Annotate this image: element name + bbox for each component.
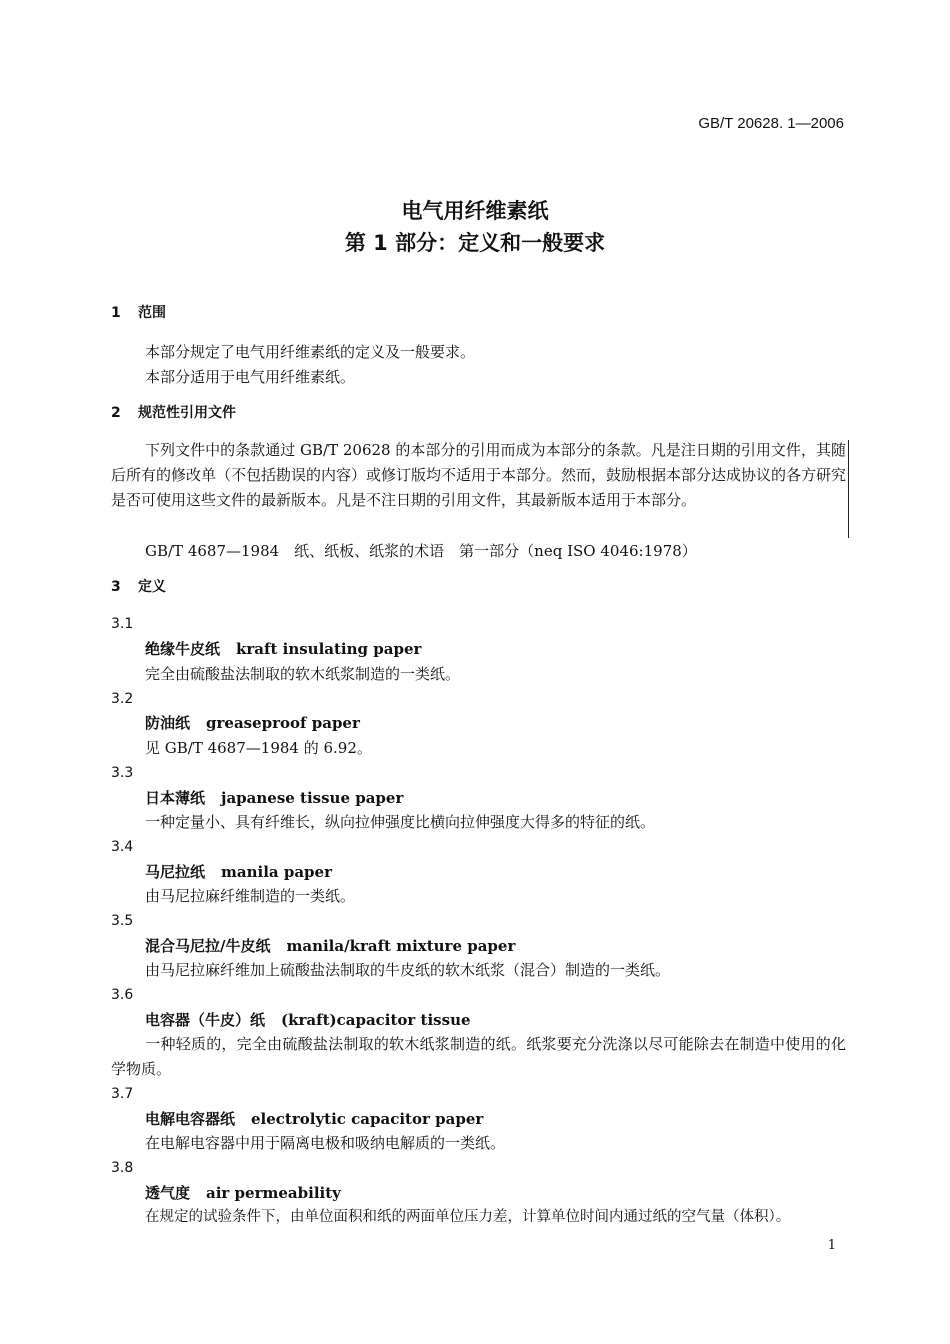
document-title: 电气用纤维素纸 (401, 199, 549, 223)
section-heading-scope (111, 303, 166, 323)
term-en: electrolytic capacitor paper (251, 1110, 484, 1128)
term-zh: 透气度 (145, 1184, 191, 1202)
references-text: 下列文件中的条款通过 GB/T 20628 的本部分的引用而成为本部分的条款。凡是注日期的引用文件，其随后所有的修改单（不包括勘误的内容）或修订版均不适用于本部分。然而，鼓励根据本部分达成协议的各方研究是否可使用这些文件的最新版本。凡是不注日期的引用文件，其最新版本适用于本部分。 (111, 441, 847, 509)
definition-term (145, 713, 360, 733)
references-paragraph (111, 438, 846, 513)
definition-text: 完全由硫酸盐法制取的软木纸浆制造的一类纸。 (145, 665, 461, 683)
scope-paragraph: 本部分规定了电气用纤维素纸的定义及一般要求。 (145, 343, 476, 361)
definition-number: 3.6 (111, 987, 134, 1003)
section-title: 定义 (138, 579, 166, 595)
definition-term (145, 862, 332, 882)
definition-text: 在电解电容器中用于隔离电极和吸纳电解质的一类纸。 (145, 1134, 506, 1152)
revision-bar (848, 440, 849, 538)
definition-number: 3.5 (111, 913, 134, 929)
term-zh: 防油纸 (145, 714, 191, 732)
definition-text: 在规定的试验条件下，由单位面积和纸的两面单位压力差，计算单位时间内通过纸的空气量（体积）。 (145, 1209, 791, 1225)
definition-term (145, 639, 421, 659)
term-zh: 日本薄纸 (145, 789, 206, 807)
definition-term (145, 1109, 483, 1129)
term-en: air permeability (206, 1184, 341, 1202)
page-number: 1 (827, 1238, 836, 1253)
definition-number: 3.3 (111, 765, 134, 781)
section-title: 规范性引用文件 (138, 405, 236, 421)
definition-text-content: 一种轻质的，完全由硫酸盐法制取的软木纸浆制造的纸。纸浆要充分洗涤以尽可能除去在制造中使用的化学物质。 (111, 1035, 846, 1078)
definition-text: 由马尼拉麻纤维加上硫酸盐法制取的牛皮纸的软木纸浆（混合）制造的一类纸。 (145, 961, 671, 979)
term-en: japanese tissue paper (221, 789, 404, 807)
definition-text: 由马尼拉麻纤维制造的一类纸。 (145, 887, 356, 905)
section-heading-definitions (111, 577, 166, 597)
section-title: 范围 (138, 305, 166, 321)
term-en: kraft insulating paper (236, 640, 422, 658)
section-heading-references (111, 403, 236, 423)
reference-item: GB/T 4687—1984 纸、纸板、纸浆的术语 第一部分（neq ISO 4046:1978） (145, 542, 697, 560)
definition-number: 3.4 (111, 839, 134, 855)
term-en: manila paper (221, 863, 332, 881)
section-number: 2 (111, 405, 121, 421)
term-zh: 绝缘牛皮纸 (145, 640, 221, 658)
section-number: 1 (111, 305, 121, 321)
definition-number: 3.7 (111, 1086, 134, 1102)
term-zh: 马尼拉纸 (145, 863, 206, 881)
term-en: manila/kraft mixture paper (286, 937, 516, 955)
section-number: 3 (111, 579, 121, 595)
definition-number: 3.1 (111, 616, 134, 632)
scope-paragraph: 本部分适用于电气用纤维素纸。 (145, 368, 356, 386)
term-zh: 电容器（牛皮）纸 (145, 1011, 266, 1029)
standard-number: GB/T 20628. 1—2006 (698, 115, 844, 132)
term-en: (kraft)capacitor tissue (281, 1011, 471, 1029)
definition-term (145, 936, 515, 956)
definition-text: 见 GB/T 4687—1984 的 6.92。 (145, 739, 372, 757)
definition-text: 一种定量小、具有纤维长，纵向拉伸强度比横向拉伸强度大得多的特征的纸。 (145, 813, 656, 831)
definition-term (145, 788, 403, 808)
definition-number: 3.2 (111, 691, 134, 707)
term-en: greaseproof paper (206, 714, 360, 732)
definition-text (111, 1032, 846, 1082)
document-subtitle: 第 1 部分：定义和一般要求 (344, 231, 606, 255)
term-zh: 混合马尼拉/牛皮纸 (145, 937, 271, 955)
definition-term (145, 1183, 341, 1203)
definition-term (145, 1010, 471, 1030)
term-zh: 电解电容器纸 (145, 1110, 236, 1128)
definition-number: 3.8 (111, 1160, 134, 1176)
